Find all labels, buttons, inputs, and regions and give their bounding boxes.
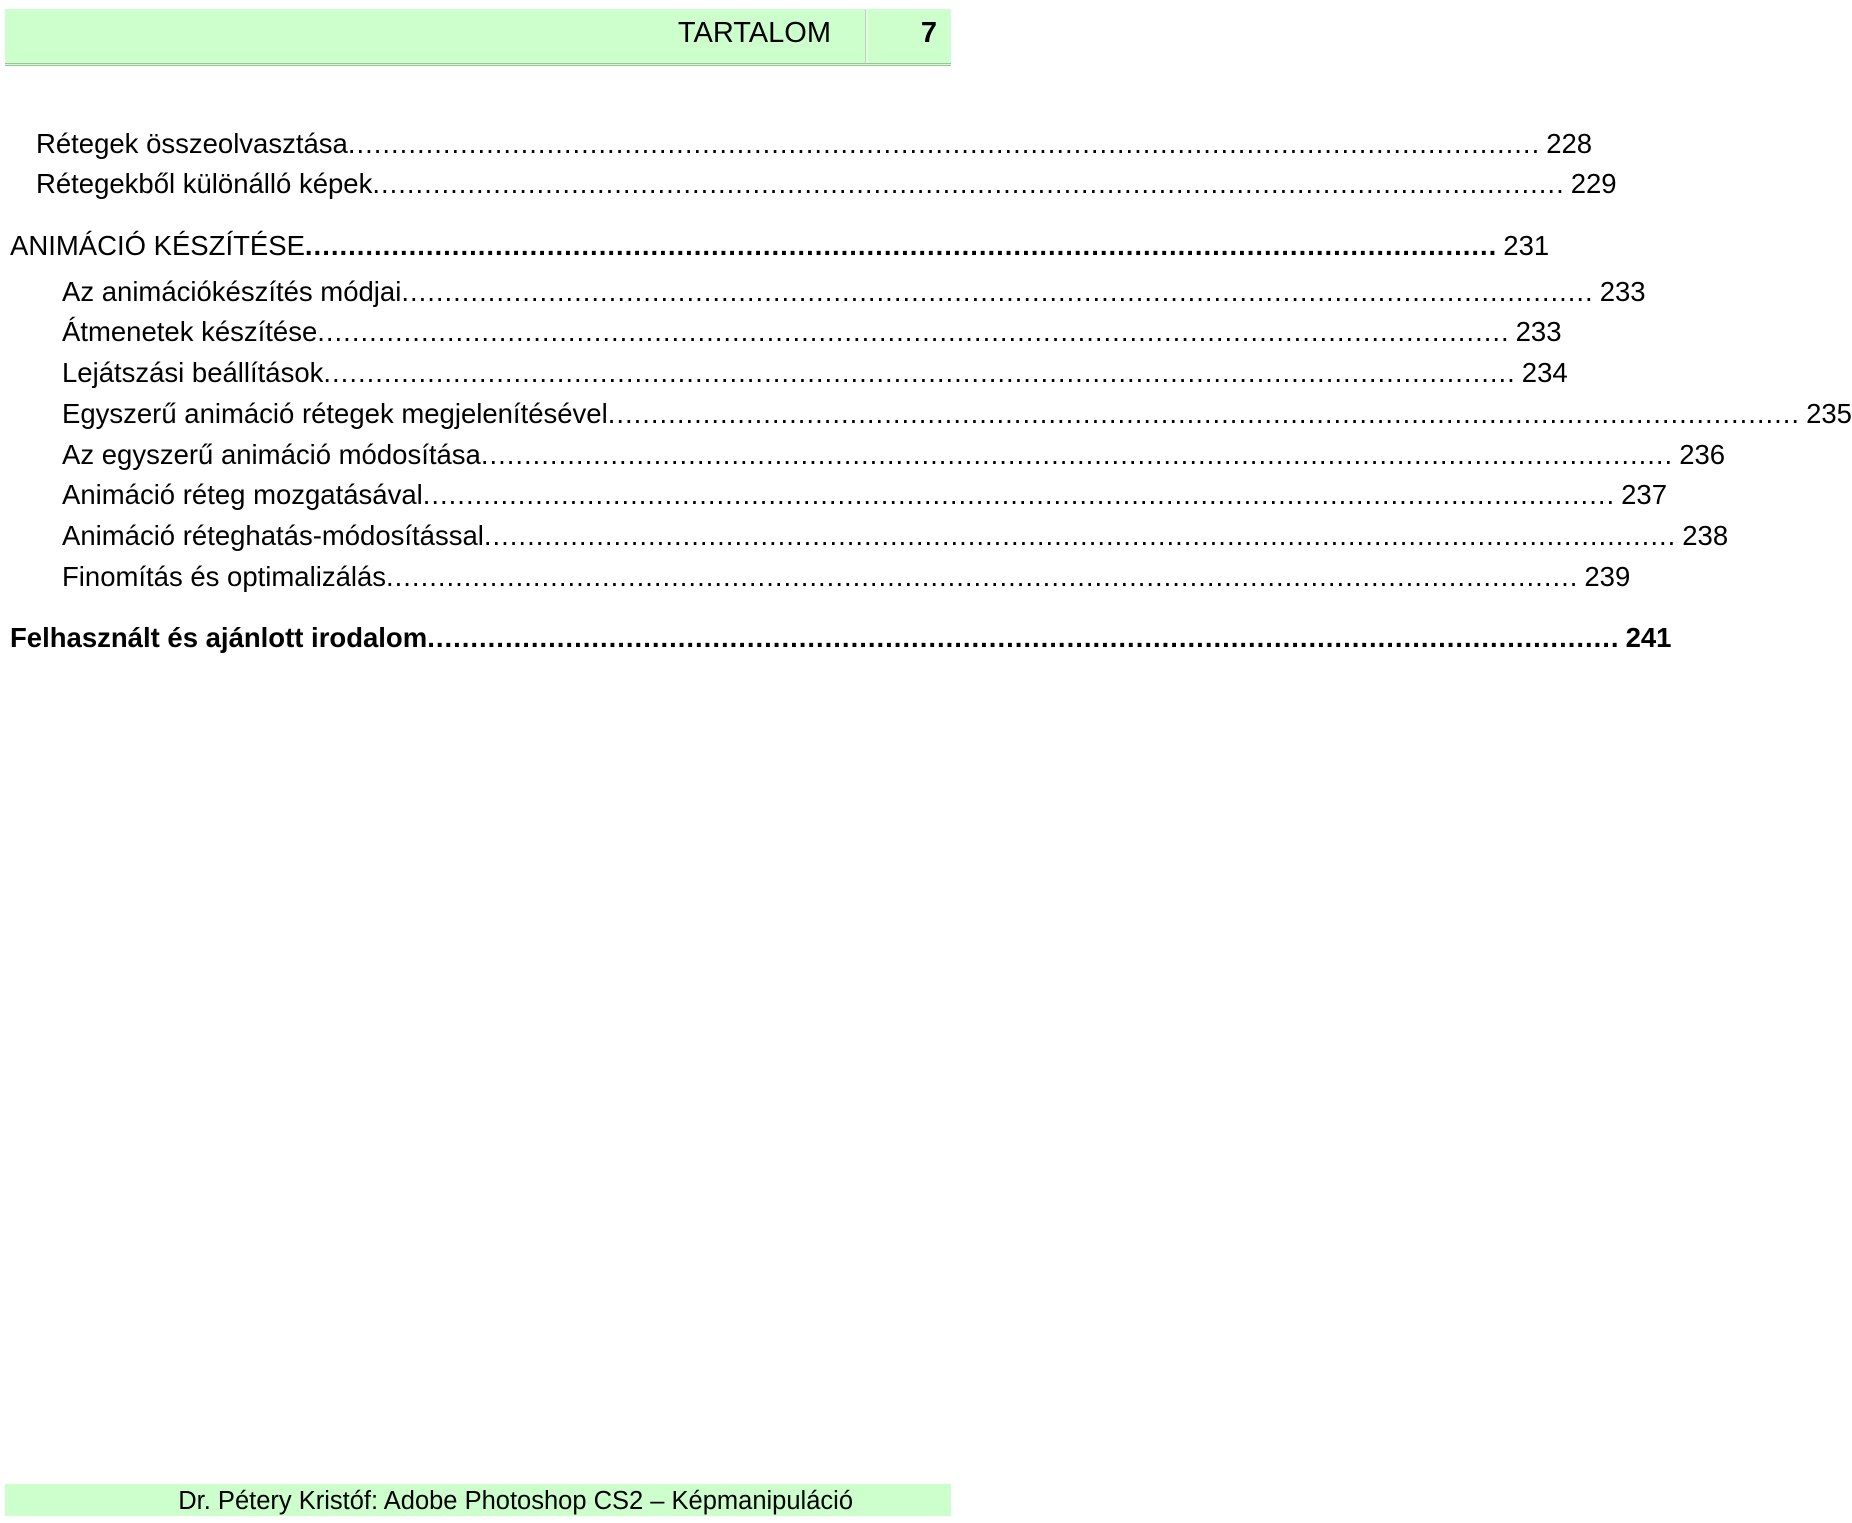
toc-leader-dots: .......................................................................................................................................... [347,128,1541,159]
toc-leader-dots: .......................................................................................................................................... [317,316,1510,347]
toc-leader-dots: .......................................................................................................................................... [386,561,1579,592]
toc-entry-page: 234 [1521,357,1568,388]
toc-entry-title: Animáció réteghatás-módosítással [62,520,484,551]
toc-entry-title: Az animációkészítés módjai [62,276,402,307]
header-title: TARTALOM [677,17,831,49]
toc-entry[interactable] [62,477,1668,513]
toc-leader-dots: .......................................................................................................................................... [304,230,1498,261]
toc-entry-title: Az egyszerű animáció módosítása [62,439,481,470]
toc-entry-page: 233 [1599,276,1646,307]
toc-entry[interactable] [62,518,1729,554]
toc-leader-dots: .......................................................................................................................................... [372,168,1565,199]
toc-entry[interactable] [62,314,1562,350]
toc-entry-page: 236 [1679,439,1726,470]
toc-entry-title: Finomítás és optimalizálás [62,561,387,592]
toc-entry-title: ANIMÁCIÓ KÉSZÍTÉSE [10,230,305,261]
header-divider [865,9,868,63]
toc-leader-dots: .......................................................................................................................................... [422,479,1616,510]
toc-entry-page: 233 [1515,316,1562,347]
header-page-number: 7 [920,17,937,49]
toc-entry-title: Animáció réteg mozgatásával [62,479,423,510]
toc-entry-page: 235 [1806,398,1852,429]
toc-entry-title: Egyszerű animáció rétegek megjelenítésével [62,398,608,429]
footer-text: Dr. Pétery Kristóf: Adobe Photoshop CS2 – Képmanipuláció [178,1487,853,1515]
toc-entry[interactable] [62,274,1646,310]
toc-leader-dots: .......................................................................................................................................... [323,357,1516,388]
toc-leader-dots: .......................................................................................................................................... [427,622,1620,653]
toc-chapter-entry[interactable] [10,228,1550,264]
toc-entry-page: 228 [1546,128,1593,159]
page-footer [5,1484,951,1516]
toc-entry-title: Felhasznált és ajánlott irodalom [10,622,428,653]
toc-entry-title: Rétegek összeolvasztása [36,128,348,159]
toc-leader-dots: .......................................................................................................................................... [401,276,1594,307]
toc-entry-page: 229 [1570,168,1617,199]
toc-entry-page: 241 [1625,622,1672,653]
toc-entry-title: Átmenetek készítése [62,316,318,347]
toc-entry-page: 238 [1682,520,1729,551]
toc-entry[interactable] [62,396,1852,432]
toc-entry-page: 231 [1503,230,1550,261]
toc-chapter-entry[interactable] [10,620,1672,656]
toc-entry[interactable] [36,166,1617,202]
toc-entry[interactable] [62,355,1568,391]
toc-entry[interactable] [62,437,1726,473]
toc-leader-dots: .......................................................................................................................................... [607,398,1801,429]
toc-leader-dots: .......................................................................................................................................... [483,520,1677,551]
toc-entry-title: Rétegekből különálló képek [36,168,373,199]
toc-leader-dots: .......................................................................................................................................... [480,439,1674,470]
toc-entry-title: Lejátszási beállítások [62,357,324,388]
toc-entry[interactable] [62,559,1631,595]
page-header [5,9,951,66]
toc-entry-page: 237 [1621,479,1668,510]
toc-entry[interactable] [36,126,1593,162]
toc-entry-page: 239 [1584,561,1631,592]
